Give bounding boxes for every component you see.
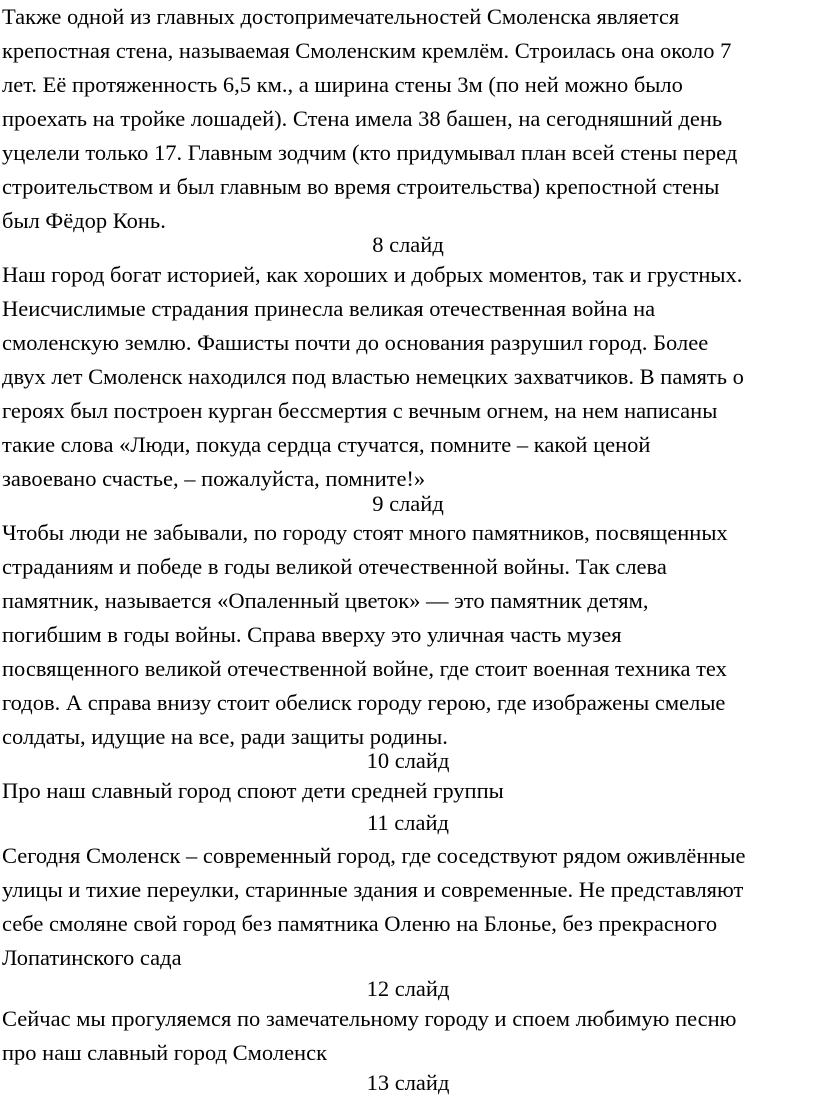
- paragraph-monuments-line-6: годов. А справа внизу стоит обелиск городу герою, где изображены смелые: [2, 690, 726, 715]
- slide-heading-9: 9 слайд: [372, 491, 444, 516]
- paragraph-monuments-line-2: страданиям и победе в годы великой отечественной войны. Так слева: [2, 554, 667, 579]
- paragraph-kremlin-line-1: Также одной из главных достопримечательностей Смоленска является: [2, 4, 680, 29]
- paragraph-modern-city-line-2: улицы и тихие переулки, старинные здания и современные. Не представляют: [2, 877, 744, 902]
- paragraph-kremlin-line-5: уцелели только 17. Главным зодчим (кто придумывал план всей стены перед: [2, 140, 738, 165]
- paragraph-history-line-4: двух лет Смоленск находился под властью немецких захватчиков. В память о: [2, 364, 744, 389]
- paragraph-kremlin-line-6: строительством и был главным во время строительства) крепостной стены: [2, 174, 720, 199]
- paragraph-kremlin-line-4: проехать на тройке лошадей). Стена имела 38 башен, на сегодняшний день: [2, 106, 723, 131]
- paragraph-history-line-3: смоленскую землю. Фашисты почти до основания разрушил город. Более: [2, 330, 709, 355]
- paragraph-modern-city-line-1: Сегодня Смоленск – современный город, где соседствуют рядом оживлённые: [2, 843, 746, 868]
- slide-heading-12: 12 слайд: [366, 976, 450, 1001]
- paragraph-walk-line-1: Сейчас мы прогуляемся по замечательному городу и споем любимую песню: [2, 1006, 737, 1031]
- paragraph-monuments-line-3: памятник, называется «Опаленный цветок» — это памятник детям,: [2, 588, 649, 613]
- paragraph-history-line-5: героях был построен курган бессмертия с вечным огнем, на нем написаны: [2, 398, 718, 423]
- paragraph-kremlin-line-3: лет. Её протяженность 6,5 км., а ширина стены 3м (по ней можно было: [2, 72, 683, 97]
- paragraph-kremlin-line-7: был Фёдор Конь.: [2, 208, 166, 233]
- paragraph-history-line-7: завоевано счастье, – пожалуйста, помните!»: [2, 466, 426, 491]
- slide-heading-8: 8 слайд: [372, 232, 444, 257]
- paragraph-kremlin-line-2: крепостная стена, называемая Смоленским кремлём. Строилась она около 7: [2, 38, 732, 63]
- slide-heading-13: 13 слайд: [366, 1070, 450, 1095]
- paragraph-modern-city-line-3: себе смоляне свой город без памятника Оленю на Блонье, без прекрасного: [2, 911, 718, 936]
- paragraph-history-line-2: Неисчислимые страдания принесла великая отечественная война на: [2, 296, 656, 321]
- paragraph-modern-city-line-4: Лопатинского сада: [2, 945, 182, 970]
- paragraph-song-line-1: Про наш славный город споют дети средней группы: [2, 778, 504, 803]
- paragraph-walk-line-2: про наш славный город Смоленск: [2, 1040, 328, 1065]
- paragraph-monuments-line-4: погибшим в годы войны. Справа вверху это уличная часть музея: [2, 622, 622, 647]
- paragraph-history-line-6: такие слова «Люди, покуда сердца стучатся, помните – какой ценой: [2, 432, 651, 457]
- paragraph-history-line-1: Наш город богат историей, как хороших и добрых моментов, так и грустных.: [2, 262, 743, 287]
- slide-heading-11: 11 слайд: [367, 810, 449, 835]
- paragraph-monuments-line-1: Чтобы люди не забывали, по городу стоят много памятников, посвященных: [2, 520, 728, 545]
- slide-heading-10: 10 слайд: [366, 748, 450, 773]
- paragraph-monuments-line-5: посвященного великой отечественной войне, где стоит военная техника тех: [2, 656, 727, 681]
- paragraph-monuments-line-7: солдаты, идущие на все, ради защиты родины.: [2, 724, 448, 749]
